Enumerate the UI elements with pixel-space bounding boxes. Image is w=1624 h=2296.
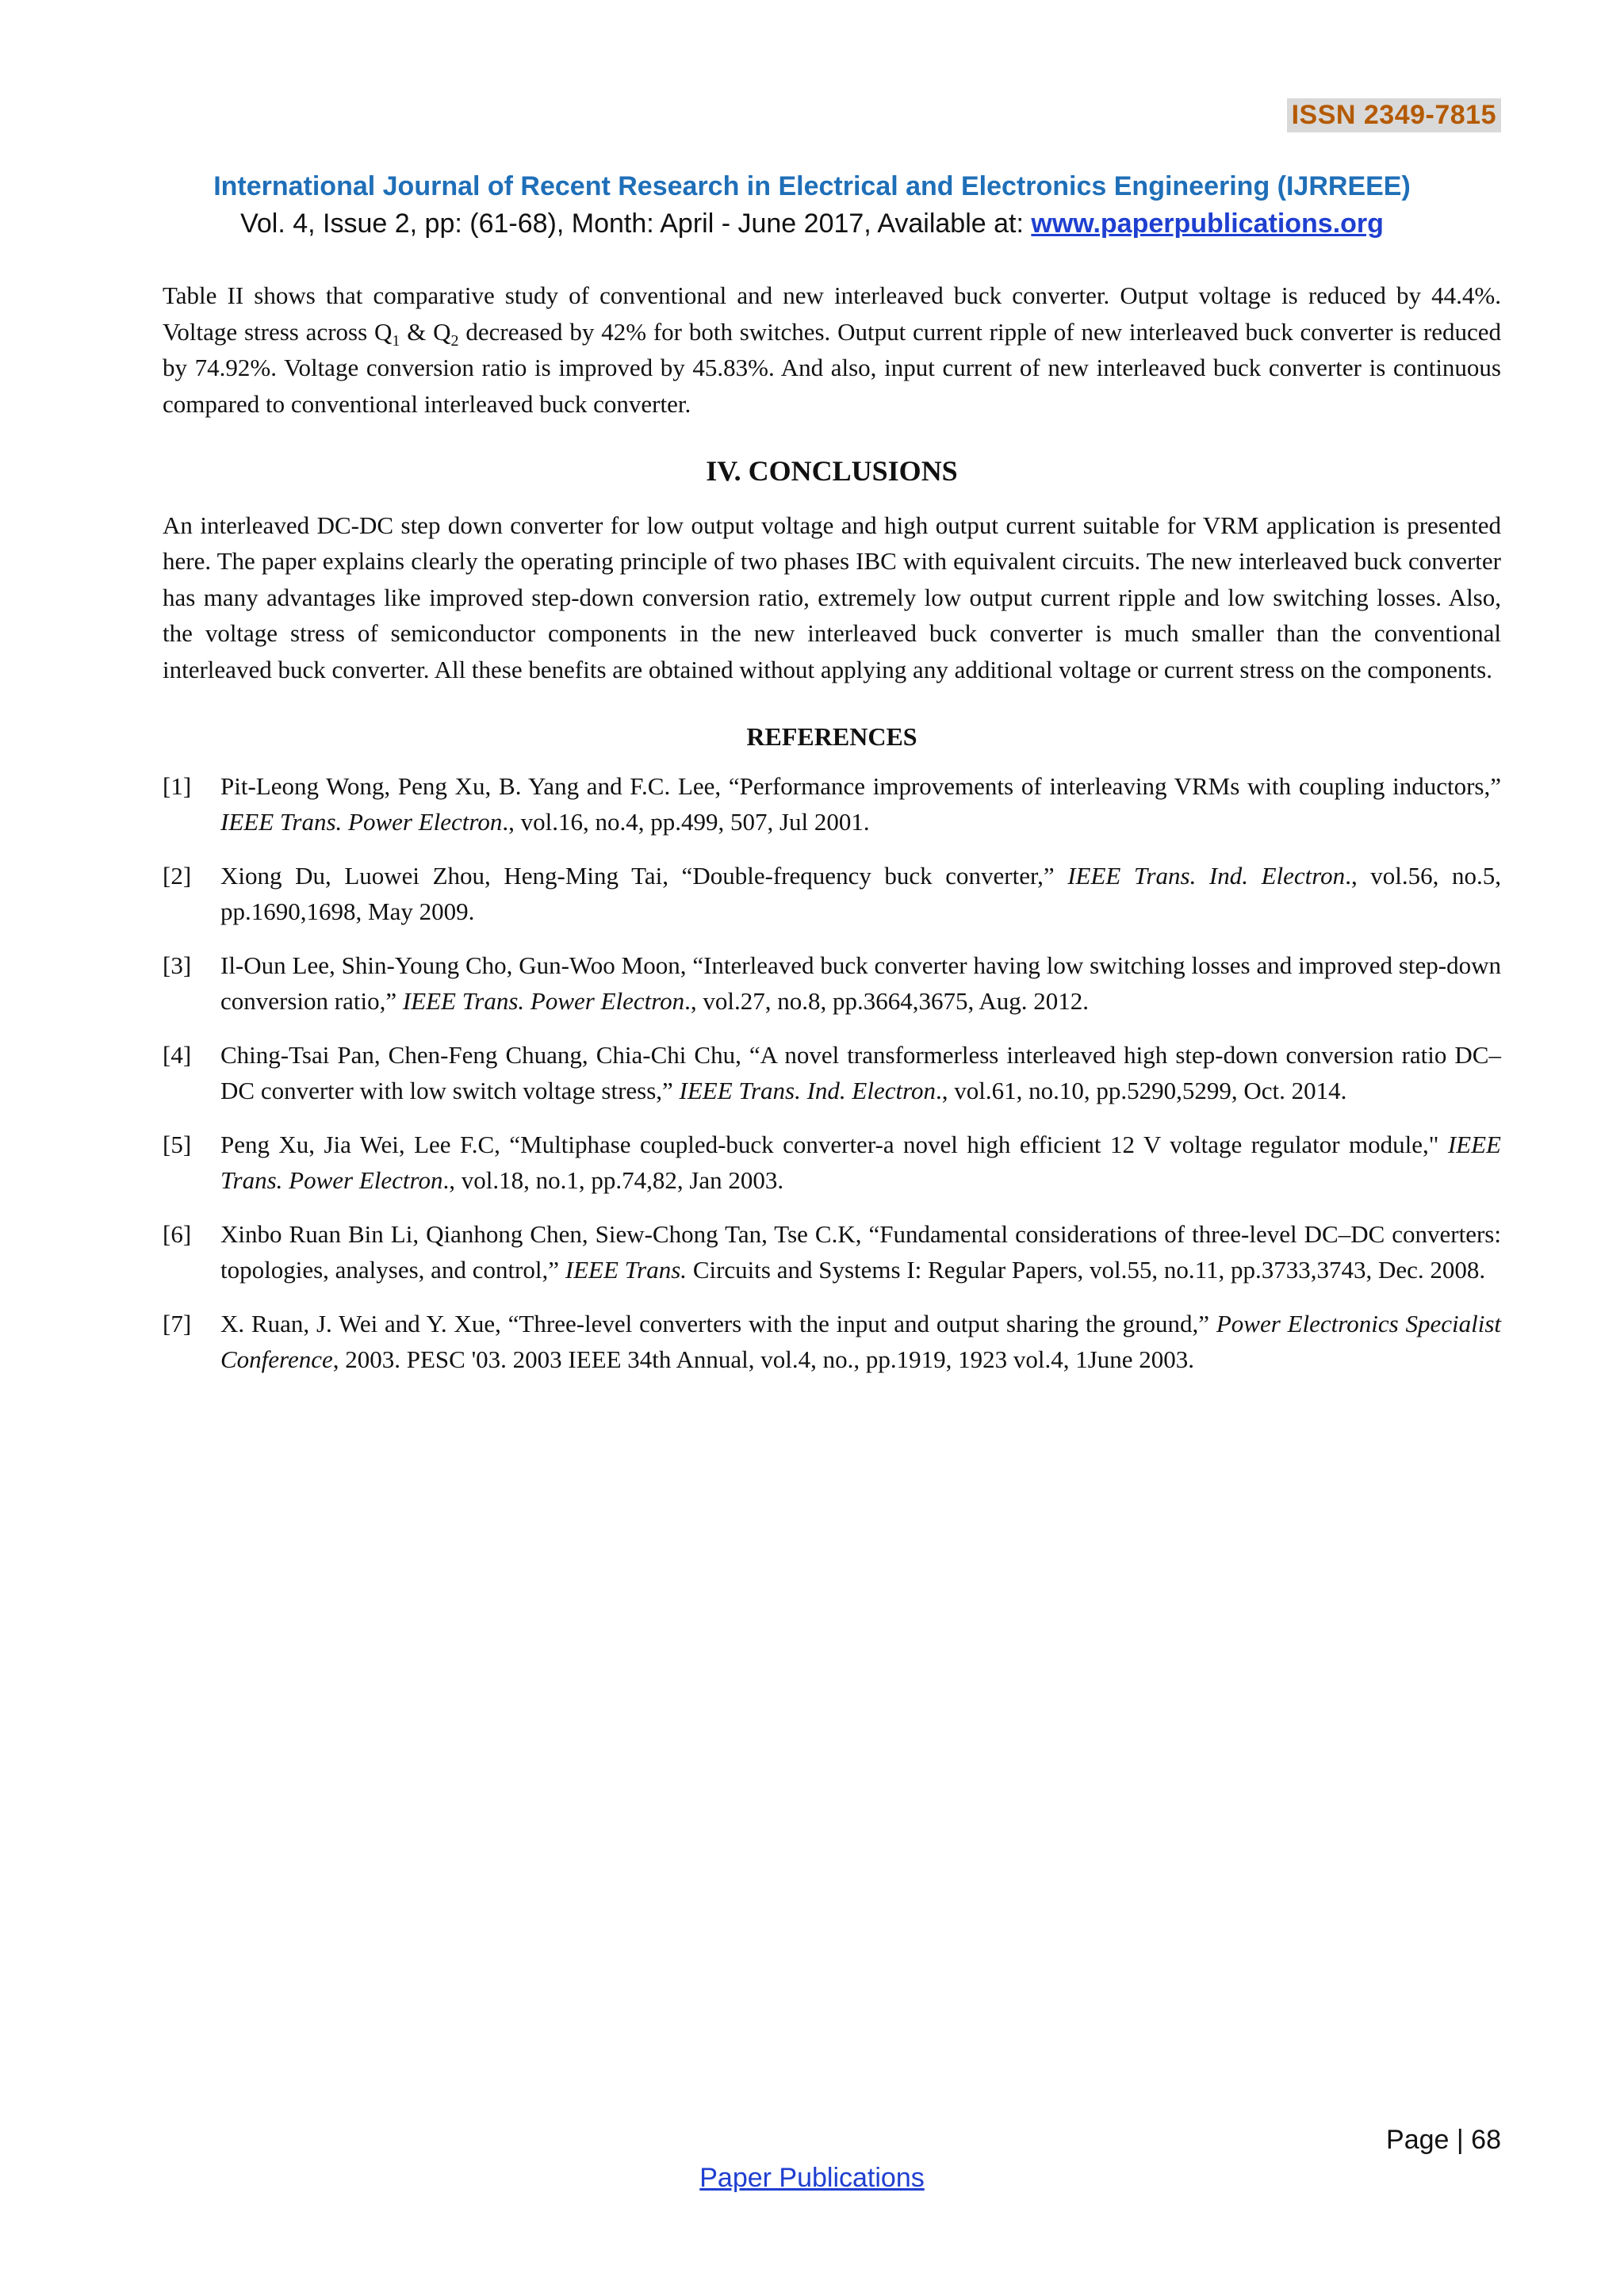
reference-venue: IEEE Trans. Power Electron: [402, 987, 685, 1015]
reference-text: [220, 1127, 1501, 1199]
reference-item: [163, 1216, 1501, 1288]
reference-number: [5]: [163, 1130, 192, 1158]
reference-authors-title: X. Ruan, J. Wei and Y. Xue, “Three-level converters with the input and output sharing the ground,”: [220, 1309, 1216, 1337]
reference-details: ., vol.16, no.4, pp.499, 507, Jul 2001.: [502, 808, 870, 836]
reference-text: [220, 1306, 1501, 1378]
page-number: Page | 68: [1386, 2125, 1501, 2155]
reference-venue: IEEE Trans. Ind. Electron: [1067, 861, 1346, 890]
reference-number: [2]: [163, 861, 192, 890]
reference-item: [163, 1037, 1501, 1109]
reference-item: [163, 1306, 1501, 1378]
references-heading: REFERENCES: [746, 722, 917, 751]
reference-number: [1]: [163, 771, 192, 800]
reference-item: [163, 1127, 1501, 1199]
journal-website-link[interactable]: www.paperpublications.org: [1031, 209, 1384, 239]
reference-authors-title: Peng Xu, Jia Wei, Lee F.C, “Multiphase coupled-buck converter-a novel high efficient 12 V voltage regulator module,": [220, 1130, 1448, 1158]
reference-authors-title: Ching-Tsai Pan, Chen-Feng Chuang, Chia-Chi Chu, “A novel transformerless interleaved high step-down conversion ratio DC–DC converter with low switch voltage stress,”: [220, 1040, 1501, 1104]
reference-authors-title: Xinbo Ruan Bin Li, Qianhong Chen, Siew-Chong Tan, Tse C.K, “Fundamental considerations of three-level DC–DC converters: topologies, analyses, and control,”: [220, 1219, 1501, 1284]
reference-details: ., vol.18, no.1, pp.74,82, Jan 2003.: [442, 1166, 784, 1194]
reference-text: [220, 858, 1501, 930]
subscript-1: 1: [392, 331, 400, 350]
reference-number: [3]: [163, 951, 192, 979]
reference-venue: IEEE Trans. Ind. Electron: [679, 1077, 936, 1104]
reference-authors-title: Il-Oun Lee, Shin-Young Cho, Gun-Woo Moon, “Interleaved buck converter having low switching losses and improved step-down conversion ratio,”: [220, 951, 1501, 1015]
conclusions-paragraph: An interleaved DC-DC step down converter for low output voltage and high output current suitable for VRM application is presented here. The paper explains clearly the operating principle of two phases IBC with equivalent circuits. The new interleaved buck converter has many advantages like improved step-down conversion ratio, extremely low output current ripple and low switching losses. Also, the voltage stress of semiconductor components in the new interleaved buck converter is much smaller than the conventional interleaved buck converter. All these benefits are obtained without applying any additional voltage or current stress on the components.: [163, 511, 1501, 683]
intro-paragraph: [163, 277, 1501, 422]
journal-meta-text: Vol. 4, Issue 2, pp: (61-68), Month: April - June 2017, Available at:: [240, 209, 1032, 239]
reference-number: [4]: [163, 1040, 192, 1069]
reference-number: [6]: [163, 1219, 192, 1248]
reference-number: [7]: [163, 1309, 192, 1337]
reference-text: [220, 1037, 1501, 1109]
journal-meta: [0, 209, 1624, 239]
reference-text: [220, 947, 1501, 1020]
reference-details: ., vol.27, no.8, pp.3664,3675, Aug. 2012.: [684, 987, 1089, 1015]
reference-authors-title: Pit-Leong Wong, Peng Xu, B. Yang and F.C. Lee, “Performance improvements of interleaving VRMs with coupling inductors,”: [220, 771, 1501, 800]
intro-text-1: Table II shows that comparative study of conventional and new interleaved buck converter. Output voltage is reduced by 44.4%. Voltage stress across Q: [163, 281, 1501, 346]
reference-details: , 2003. PESC '03. 2003 IEEE 34th Annual, vol.4, no., pp.1919, 1923 vol.4, 1June 2003.: [332, 1345, 1195, 1373]
conclusions-heading: IV. CONCLUSIONS: [706, 455, 958, 487]
reference-venue: IEEE Trans. Power Electron: [220, 808, 503, 836]
reference-details: ., vol.61, no.10, pp.5290,5299, Oct. 2014.: [936, 1077, 1347, 1104]
reference-details: Circuits and Systems I: Regular Papers, vol.55, no.11, pp.3733,3743, Dec. 2008.: [687, 1256, 1486, 1284]
reference-authors-title: Xiong Du, Luowei Zhou, Heng-Ming Tai, “Double-frequency buck converter,”: [220, 861, 1068, 890]
publisher-link[interactable]: Paper Publications: [699, 2163, 925, 2193]
reference-venue: Power Electronics Specialist Conference: [220, 1309, 1502, 1373]
reference-item: [163, 858, 1501, 930]
reference-venue: IEEE Trans.: [565, 1256, 688, 1284]
intro-text-3: decreased by 42% for both switches. Output current ripple of new interleaved buck converter is reduced by 74.92%. Voltage conversion ratio is improved by 45.83%. And also, input current of new interleaved buck converter is continuous compared to conventional interleaved buck converter.: [163, 317, 1501, 418]
journal-title: International Journal of Recent Research in Electrical and Electronics Engineering (IJRREEE): [213, 171, 1411, 201]
subscript-2: 2: [450, 331, 459, 350]
reference-venue: IEEE Trans. Power Electron: [220, 1130, 1501, 1194]
reference-text: [220, 1216, 1501, 1288]
page-content: [163, 277, 1501, 1395]
reference-text: [220, 768, 1501, 840]
reference-item: [163, 768, 1501, 840]
footer: [0, 2163, 1624, 2194]
issn-label: ISSN 2349-7815: [1287, 98, 1501, 132]
references-list: [163, 768, 1501, 1378]
intro-text-2: & Q: [400, 317, 451, 346]
reference-details: ., vol.56, no.5, pp.1690,1698, May 2009.: [220, 861, 1501, 925]
reference-item: [163, 947, 1501, 1020]
